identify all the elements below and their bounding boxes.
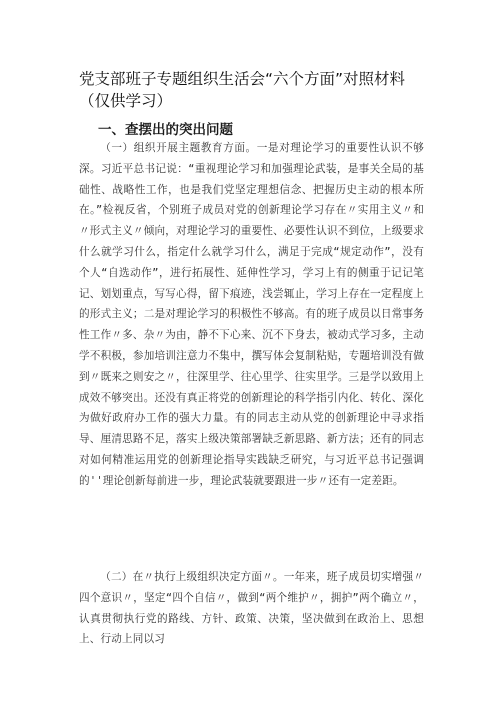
paragraph-1: （一）组织开展主题教育方面。一是对理论学习的重要性认识不够深。习近平总书记说：“重视理论学习和加强理论武装，是事关全局的基础性、战略性工作，也是我们党坚定理想信念、把握历史主动的根本所在。”检视反省，个别班子成员对党的创新理论学习存在〃实用主义〃和〃形式主义〃倾向，对理论学习的重要性、必要性认识不到位，上级要求什么就学习什么，指定什么就学习什么，满足于完成“规定动作”，没有个人“自选动作”，进行拓展性、延伸性学习，学习上有的侧重于记记笔记、划划重点，写写心得，留下痕迹，浅尝辄止，学习上存在一定程度上的形式主义；二是对理论学习的积极性不够高。有的班子成员以日常事务性工作〃多、杂〃为由，静不下心来、沉不下身去，被动式学习多，主动学不积极，参加培训注意力不集中，撰写体会复制粘贴，专题培训没有做到〃既来之则安之〃，往深里学、往心里学、往实里学。三是学以致用上成效不够突出。还没有真正将党的创新理论的科学指引内化、转化、深化为做好政府办工作的强大力量。有的同志主动从党的创新理论中寻求指导、厘清思路不足，落实上级决策部署缺乏新思路、新方法；还有的同志对如何精准运用党的创新理论指导实践缺乏研究，与习近平总书记强调的''理论创新每前进一步，理论武装就要跟进一步〃还有一定差距。 (79, 142, 424, 487)
paragraph-2: （二）在〃执行上级组织决定方面〃。一年来，班子成员切实增强〃四个意识〃，坚定“四个自信〃，做到“两个维护〃，拥护”两个确立〃，认真贯彻执行党的路线、方针、政策、决策，坚决做到在政治上、思想上、行动上同以习 (79, 571, 424, 646)
section-heading: 一、查摆出的突出问题 (98, 122, 233, 138)
document-title: 党支部班子专题组织生活会“六个方面”对照材料（仅供学习） (79, 70, 406, 110)
